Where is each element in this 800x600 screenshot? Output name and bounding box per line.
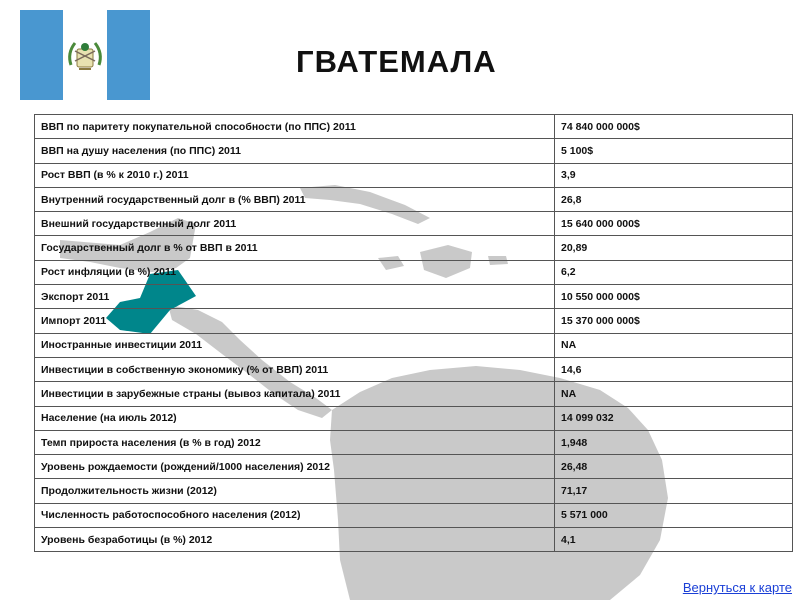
guatemala-flag [20,10,150,100]
row-value: 14 099 032 [555,406,793,430]
row-label: Уровень рождаемости (рождений/1000 населения) 2012 [35,455,555,479]
table-row [35,212,793,236]
table-row [35,285,793,309]
row-value: 74 840 000 000$ [555,115,793,139]
row-value: 5 100$ [555,139,793,163]
table-row [35,333,793,357]
row-label: Внутренний государственный долг в (% ВВП) 2011 [35,187,555,211]
row-value: 20,89 [555,236,793,260]
row-value: NA [555,333,793,357]
table-row [35,139,793,163]
statistics-table [34,114,793,552]
row-label: Численность работоспособного населения (2012) [35,503,555,527]
row-label: ВВП на душу населения (по ППС) 2011 [35,139,555,163]
row-label: Продолжительность жизни (2012) [35,479,555,503]
row-value: NA [555,382,793,406]
row-label: Уровень безработицы (в %) 2012 [35,528,555,552]
flag-stripe-right [107,10,150,100]
row-value: 1,948 [555,430,793,454]
row-value: 71,17 [555,479,793,503]
table-row [35,260,793,284]
row-value: 26,8 [555,187,793,211]
row-value: 4,1 [555,528,793,552]
row-label: Рост ВВП (в % к 2010 г.) 2011 [35,163,555,187]
table-row [35,187,793,211]
row-value: 15 370 000 000$ [555,309,793,333]
table-row [35,115,793,139]
row-value: 6,2 [555,260,793,284]
row-label: Экспорт 2011 [35,285,555,309]
row-value: 26,48 [555,455,793,479]
row-value: 10 550 000 000$ [555,285,793,309]
table-row [35,528,793,552]
table-row [35,479,793,503]
table-row [35,309,793,333]
table-row [35,455,793,479]
row-label: ВВП по паритету покупательной способности (по ППС) 2011 [35,115,555,139]
table-row [35,406,793,430]
row-value: 5 571 000 [555,503,793,527]
row-label: Рост инфляции (в %) 2011 [35,260,555,284]
row-value: 3,9 [555,163,793,187]
table-row [35,357,793,381]
back-to-map-link[interactable]: Вернуться к карте [682,580,792,595]
table-row [35,236,793,260]
page-title: ГВАТЕМАЛА [296,44,497,79]
row-label: Государственный долг в % от ВВП в 2011 [35,236,555,260]
row-label: Инвестиции в собственную экономику (% от ВВП) 2011 [35,357,555,381]
row-label: Иностранные инвестиции 2011 [35,333,555,357]
row-value: 14,6 [555,357,793,381]
coat-of-arms-icon [63,35,107,79]
row-label: Импорт 2011 [35,309,555,333]
row-label: Темп прироста населения (в % в год) 2012 [35,430,555,454]
table-row [35,430,793,454]
table-row [35,382,793,406]
table-row [35,503,793,527]
flag-stripe-left [20,10,63,100]
row-label: Население (на июль 2012) [35,406,555,430]
table-row [35,163,793,187]
row-value: 15 640 000 000$ [555,212,793,236]
row-label: Внешний государственный долг 2011 [35,212,555,236]
row-label: Инвестиции в зарубежные страны (вывоз капитала) 2011 [35,382,555,406]
